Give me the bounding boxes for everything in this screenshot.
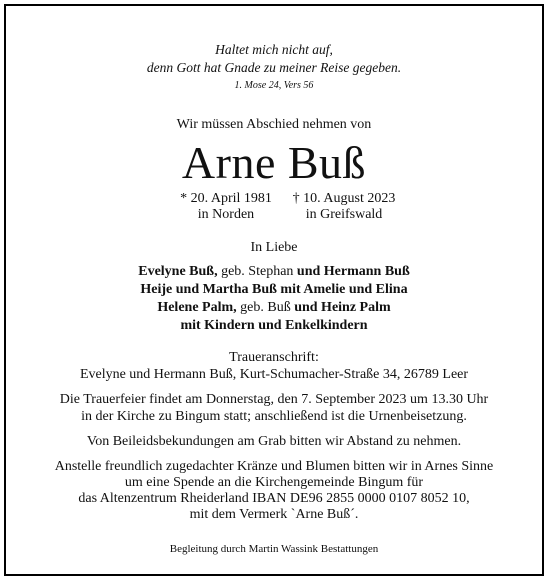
- in-love-text: In Liebe: [250, 240, 298, 255]
- donation-line-1: Anstelle freundlich zugedachter Kränze und Blumen bitten wir in Arnes Sinne: [54, 459, 494, 474]
- donation-line-3: das Altenzentrum Rheiderland IBAN DE96 2855 0000 0107 8052 10,: [78, 491, 470, 506]
- address-value: Evelyne und Hermann Buß, Kurt-Schumacher-Straße 34, 26789 Leer: [79, 367, 469, 382]
- deceased-name: Arne Buß: [181, 137, 367, 188]
- quote-line-2: denn Gott hat Gnade zu meiner Reise gegeben.: [146, 60, 402, 75]
- family-row-3-maiden: geb. Buß: [236, 300, 295, 315]
- condolence-text: Von Beileidsbekundungen am Grab bitten wir Abstand zu nehmen.: [86, 434, 462, 449]
- family-row-1-partner: und Hermann Buß: [296, 264, 410, 279]
- ceremony-line-2: in der Kirche zu Bingum statt; anschließend ist die Urnenbeisetzung.: [81, 409, 467, 424]
- family-row-3-name: Helene Palm,: [157, 300, 237, 315]
- footer-text: Begleitung durch Martin Wassink Bestattungen: [169, 543, 379, 555]
- ceremony-line-1: Die Trauerfeier findet am Donnerstag, den 7. September 2023 um 13.30 Uhr: [59, 392, 489, 407]
- death-place: in Greifswald: [305, 207, 383, 222]
- intro-text: Wir müssen Abschied nehmen von: [176, 117, 372, 132]
- death-block: [274, 191, 414, 223]
- quote-line-1: Haltet mich nicht auf,: [215, 42, 333, 57]
- birth-block: [166, 191, 286, 223]
- address-label: Traueranschrift:: [229, 350, 319, 365]
- death-date: † 10. August 2023: [292, 191, 396, 206]
- obituary-notice: [4, 4, 544, 576]
- donation-line-4: mit dem Vermerk `Arne Buß´.: [189, 507, 359, 522]
- family-row-3: [6, 300, 542, 316]
- donation-line-2: um eine Spende an die Kirchengemeinde Bingum für: [124, 475, 424, 490]
- family-row-4: mit Kindern und Enkelkindern: [180, 318, 368, 333]
- birth-date: * 20. April 1981: [180, 191, 272, 206]
- quote-source: 1. Mose 24, Vers 56: [234, 80, 314, 91]
- family-row-1-name: Evelyne Buß,: [138, 264, 218, 279]
- birth-place: in Norden: [197, 207, 255, 222]
- family-row-2: Heije und Martha Buß mit Amelie und Elina: [140, 282, 408, 297]
- family-row-3-partner: und Heinz Palm: [294, 300, 391, 315]
- family-row-1: [6, 264, 542, 280]
- family-row-1-maiden: geb. Stephan: [217, 264, 297, 279]
